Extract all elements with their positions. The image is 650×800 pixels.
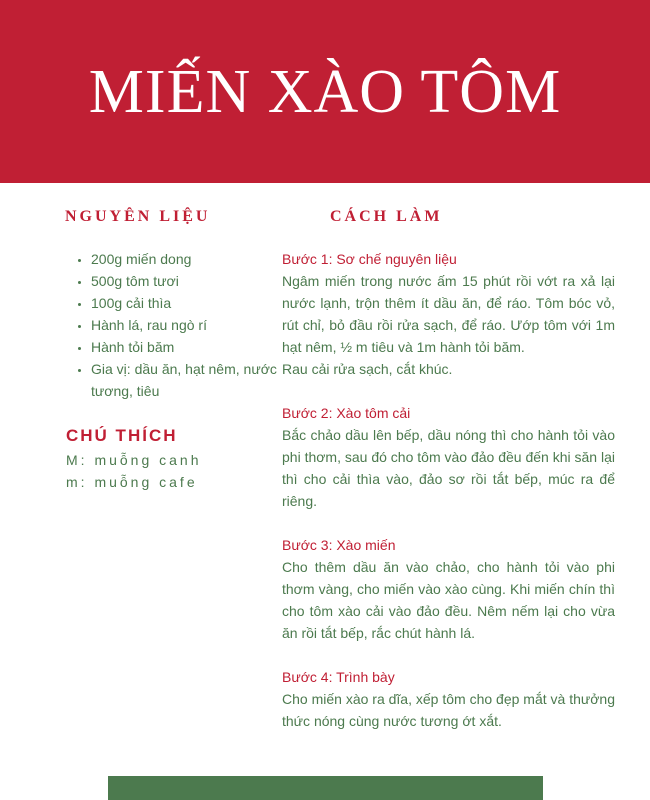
ingredients-list <box>73 248 281 402</box>
ingredient-item: • 500g tôm tươi <box>91 270 281 292</box>
step-title: Bước 3: Xào miến <box>282 537 396 553</box>
step-paragraph: Cho miến xào ra dĩa, xếp tôm cho đẹp mắt và thưởng thức nóng cùng nước tương ớt xắt. <box>282 691 615 729</box>
ingredient-item: • Gia vị: dầu ăn, hạt nêm, nước tương, tiêu <box>91 358 281 402</box>
step-body <box>282 688 615 732</box>
ingredients-heading: NGUYÊN LIỆU <box>65 208 211 225</box>
step-body <box>282 424 615 512</box>
ingredient-item: • Hành lá, rau ngò rí <box>91 314 281 336</box>
ingredient-item: • 200g miến dong <box>91 248 281 270</box>
ingredient-item: • 100g cải thìa <box>91 292 281 314</box>
step-body <box>282 556 615 644</box>
step-title: Bước 4: Trình bày <box>282 669 395 685</box>
notes-heading: CHÚ THÍCH <box>66 426 178 445</box>
recipe-title: MIẾN XÀO TÔM <box>88 58 562 126</box>
step-paragraph: Rau cải rửa sạch, cắt khúc. <box>282 361 453 377</box>
step-3 <box>282 534 615 644</box>
step-4 <box>282 666 615 732</box>
note-line: m: muỗng cafe <box>66 474 198 490</box>
ingredient-item: • Hành tỏi băm <box>91 336 281 358</box>
step-body <box>282 270 615 380</box>
step-paragraph: Ngâm miến trong nước ấm 15 phút rồi vớt ra xả lại nước lạnh, trộn thêm ít dầu ăn, để ráo. Tôm bóc vỏ, rút chỉ, bỏ đầu rồi rửa sạch, để ráo. Ướp tôm với 1m hạt nêm, ½ m tiêu và 1m hành tỏi băm. <box>282 273 615 355</box>
footer-bar <box>108 776 543 800</box>
method-heading: CÁCH LÀM <box>330 208 443 225</box>
step-title: Bước 1: Sơ chế nguyên liệu <box>282 251 457 267</box>
step-paragraph: Cho thêm dầu ăn vào chảo, cho hành tỏi vào phi thơm vàng, cho miến vào xào cùng. Khi miến chín thì cho tôm xào cải vào đảo đều. Nêm nếm lại cho vừa ăn rồi tắt bếp, rắc chút hành lá. <box>282 559 615 641</box>
step-2 <box>282 402 615 512</box>
step-1 <box>282 248 615 380</box>
method-steps <box>282 248 615 754</box>
step-paragraph: Bắc chảo dầu lên bếp, dầu nóng thì cho hành tỏi vào phi thơm, sau đó cho tôm vào đảo đều đến khi săn lại thì cho cải thìa vào, đảo sơ rồi tắt bếp, múc ra để riêng. <box>282 427 615 509</box>
step-title: Bước 2: Xào tôm cải <box>282 405 411 421</box>
note-line: M: muỗng canh <box>66 452 202 468</box>
